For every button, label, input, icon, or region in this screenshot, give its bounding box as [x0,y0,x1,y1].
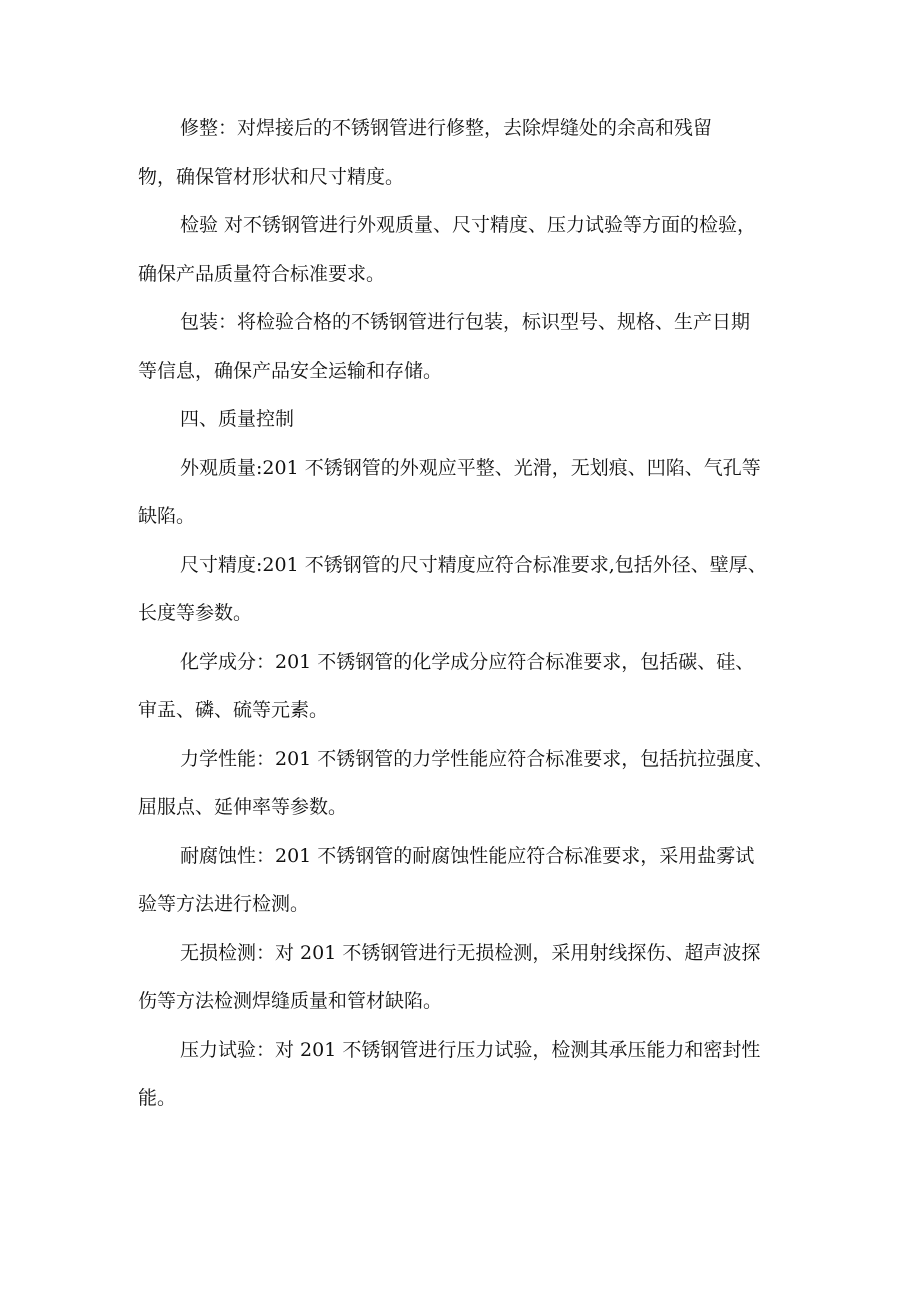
paragraph-line: 确保产品质量符合标准要求。 [138,262,386,285]
paragraph-line: 压力试验：对 201 不锈钢管进行压力试验，检测其承压能力和密封性 [180,1038,761,1061]
paragraph-line: 能。 [138,1087,177,1109]
paragraph-appearance [138,444,798,541]
paragraph-line: 验等方法进行检测。 [138,893,310,915]
paragraph-packaging [138,298,798,395]
paragraph-inspection [138,201,798,298]
paragraph-line: 等信息，确保产品安全运输和存储。 [138,359,443,382]
paragraph-line: 尺寸精度:201 不锈钢管的尺寸精度应符合标准要求,包括外径、壁厚、 [180,553,767,576]
paragraph-line: 化学成分：201 不锈钢管的化学成分应符合标准要求，包括碳、硅、 [180,650,755,673]
paragraph-mechanical [138,735,798,832]
paragraph-line: 无损检测：对 201 不锈钢管进行无损检测，采用射线探伤、超声波探 [180,941,761,964]
section-heading: 四、质量控制 [180,408,295,430]
paragraph-line: 修整：对焊接后的不锈钢管进行修整，去除焊缝处的余高和残留 [180,117,713,139]
paragraph-line: 检验 对不锈钢管进行外观质量、尺寸精度、压力试验等方面的检验， [180,214,757,236]
document-body [138,104,798,1123]
paragraph-chemical [138,638,798,735]
paragraph-trimming [138,104,798,201]
paragraph-line: 物，确保管材形状和尺寸精度。 [138,165,405,188]
paragraph-line: 力学性能：201 不锈钢管的力学性能应符合标准要求，包括抗拉强度、 [180,747,774,770]
paragraph-corrosion [138,832,798,929]
paragraph-line: 包装：将检验合格的不锈钢管进行包装，标识型号、规格、生产日期 [180,311,751,333]
paragraph-pressure [138,1026,798,1123]
paragraph-line: 外观质量:201 不锈钢管的外观应平整、光滑，无划痕、凹陷、气孔等 [180,456,761,479]
paragraph-line: 审盂、磷、硫等元素。 [138,699,329,721]
paragraph-ndt [138,929,798,1026]
paragraph-line: 伤等方法检测焊缝质量和管材缺陷。 [138,990,443,1012]
paragraph-line: 屈服点、延伸率等参数。 [138,796,348,818]
paragraph-line: 耐腐蚀性：201 不锈钢管的耐腐蚀性能应符合标准要求，采用盐雾试 [180,844,755,867]
paragraph-line: 长度等参数。 [138,602,253,624]
section-heading-quality-control [138,395,798,444]
paragraph-line: 缺陷。 [138,505,196,527]
paragraph-dimension [138,541,798,638]
